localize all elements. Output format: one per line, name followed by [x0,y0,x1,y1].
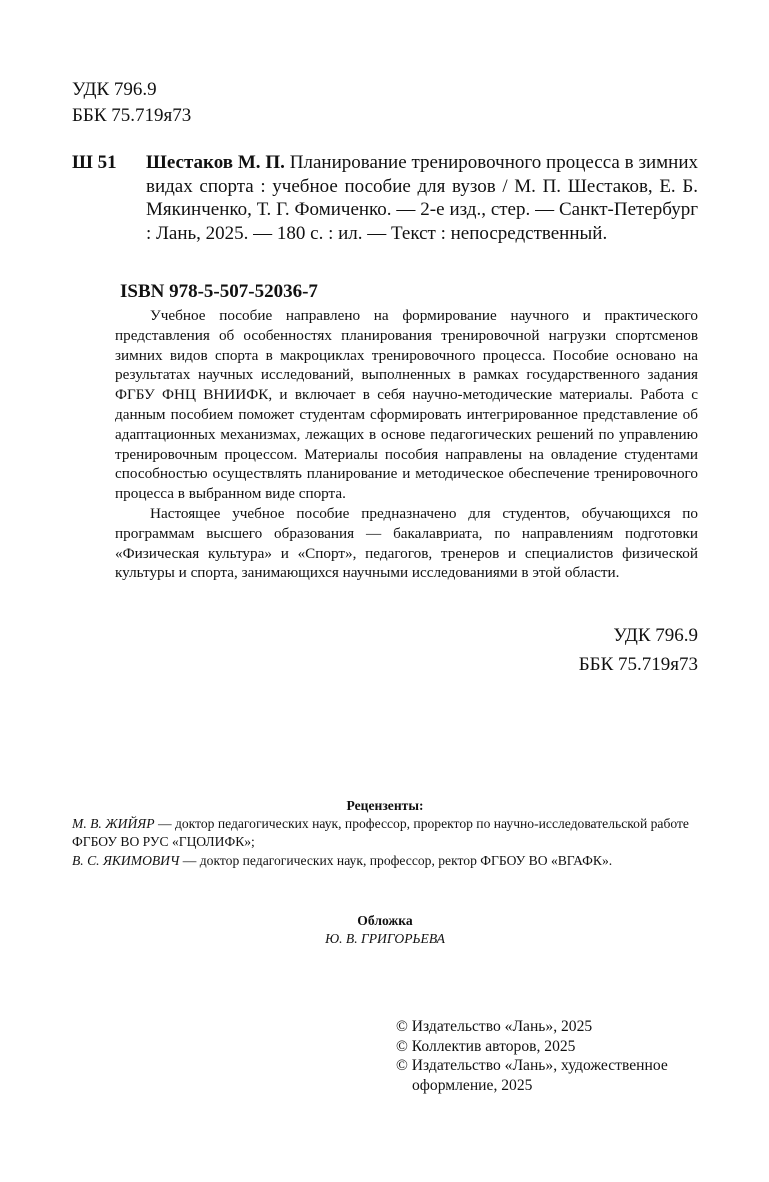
bbk-code-bottom: ББК 75.719я73 [578,654,698,675]
author-sign: Ш 51 [72,152,117,173]
cover-credit [72,912,698,948]
udk-code-top: УДК 796.9 [72,79,157,100]
reviewer-item [72,815,698,851]
entry-description: Планирование тренировочного процесса в зимних видах спорта : учебное пособие для вузов / М. П. Шестаков, Е. Б. Мякинченко, Т. Г. Фомиченко. — 2-е изд., стер. — Санкт-Петербург : Лань, 2025. — 180 с. : ил. — Текст : непосредственный. [146,152,698,245]
copyright-line: оформление, 2025 [412,1077,533,1095]
copyright-line: © Коллектив авторов, 2025 [396,1037,576,1055]
entry-author: Шестаков М. П. [146,152,285,173]
copyright-line: © Издательство «Лань», художественное [396,1057,668,1075]
reviewers-block [72,797,698,870]
reviewer-details: — доктор педагогических наук, профессор, ректор ФГБОУ ВО «ВГАФК». [179,852,613,868]
annotation-paragraph: Настоящее учебное пособие предназначено для студентов, обучающихся по программам высшего образования — бакалавриата, по направлениям подготовки «Физическая культура» и «Спорт», педагогов, тренеров и специалистов физической культуры и спорта, занимающихся научными исследованиями в этой области. [115,504,698,582]
cover-heading: Обложка [357,913,413,928]
copyright-line: © Издательство «Лань», 2025 [396,1018,593,1035]
reviewer-name: В. С. ЯКИМОВИЧ [72,852,180,868]
reviewer-details: — доктор педагогических наук, профессор, проректор по научно-исследовательской работе ФГБОУ ВО РУС «ГЦОЛИФК»; [72,816,689,850]
bbk-code-top: ББК 75.719я73 [72,105,192,126]
reviewer-name: М. В. ЖИЙЯР [72,816,155,832]
udk-code-bottom: УДК 796.9 [613,625,698,646]
reviewers-heading: Рецензенты: [346,798,424,813]
copyright-block [396,1017,668,1096]
bibliographic-entry [72,151,698,246]
isbn: ISBN 978-5-507-52036-7 [120,281,318,302]
reviewer-item [72,852,698,870]
cover-designer: Ю. В. ГРИГОРЬЕВА [325,931,445,947]
annotation [115,306,698,583]
annotation-paragraph: Учебное пособие направлено на формирование научного и практического представления об особенностях планирования тренировочной нагрузки спортсменов зимних видов спорта в макроциклах тренировочного процесса. Пособие основано на результатах научных исследований, выполненных в рамках государственного задания ФГБУ ФНЦ ВНИИФК, и включает в себя научно-методические материалы. Работа с данным пособием поможет студентам сформировать интегрированное представление об адаптационных механизмах, лежащих в основе педагогических решений по управлению тренировочным процессом. Материалы пособия направлены на овладение студентами способностью осуществлять планирование и методическое обеспечение тренировочного процесса в выбранном виде спорта. [115,307,698,503]
